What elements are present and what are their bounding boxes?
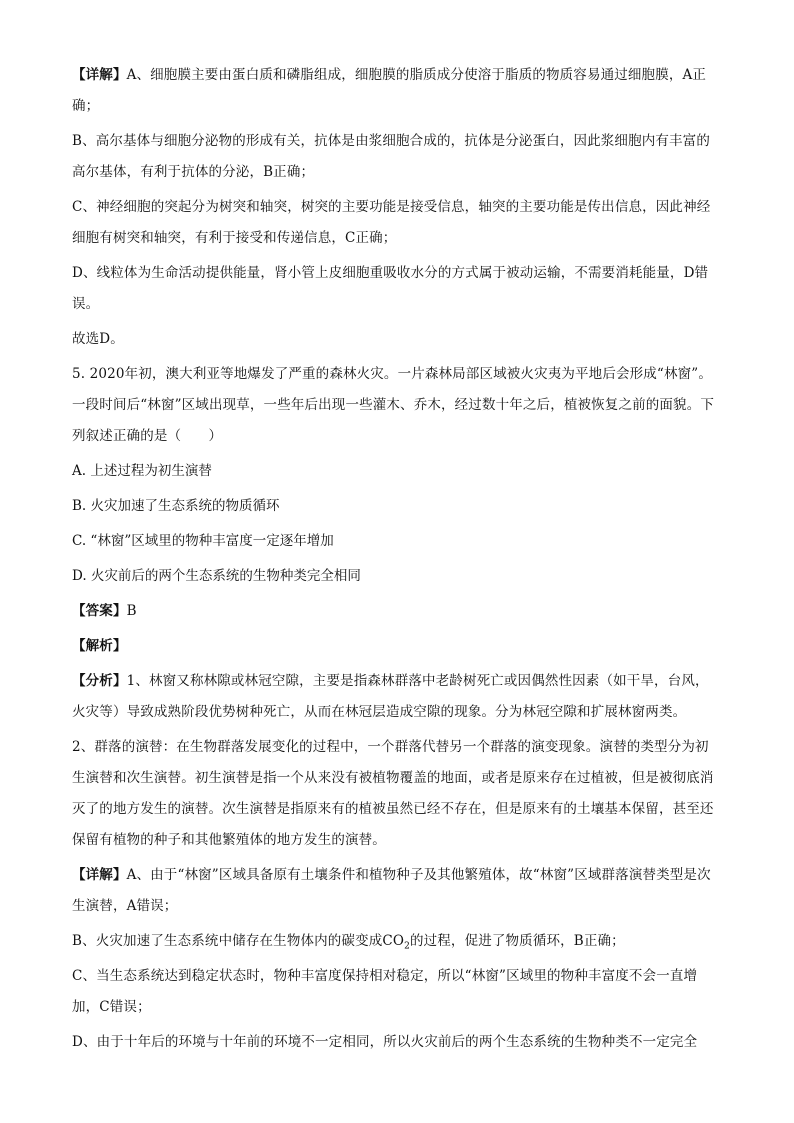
detail1-d: D、线粒体为生命活动提供能量，肾小管上皮细胞重吸收水分的方式属于被动运输，不需要消耗能量，D错误。 xyxy=(72,265,709,312)
fenxi-1-text: 1、林窗又称林隙或林冠空隙，主要是指森林群落中老龄树死亡或因偶然性因素（如干旱，台风，火灾等）导致成熟阶段优势树种死亡，从而在林冠层造成空隙的现象。分为林冠空隙和扩展林窗两类。 xyxy=(72,673,709,720)
detail1-a-text: A、细胞膜主要由蛋白质和磷脂组成，细胞膜的脂质成分使溶于脂质的物质容易通过细胞膜，A正确； xyxy=(72,67,707,114)
detail2-d: D、由于十年后的环境与十年前的环境不一定相同，所以火灾前后的两个生态系统的生物种类不一定完全 xyxy=(72,1034,698,1050)
question5-option-c: C. “林窗”区域里的物种丰富度一定逐年增加 xyxy=(72,533,334,549)
fenxi-label: 【分析】 xyxy=(72,673,127,689)
detail1-b: B、高尔基体与细胞分泌物的形成有关，抗体是由浆细胞合成的，抗体是分泌蛋白，因此浆细胞内有丰富的高尔基体，有利于抗体的分泌，B正确； xyxy=(72,133,710,180)
co2-subscript: 2 xyxy=(404,941,410,952)
fenxi-2: 2、群落的演替：在生物群落发展变化的过程中，一个群落代替另一个群落的演变现象。演替的类型分为初生演替和次生演替。初生演替是指一个从来没有被植物覆盖的地面，或者是原来存在过植被，但是被彻底消灭了的地方发生的演替。次生演替是指原来有的植被虽然已经不存在，但是原来有的土壤基本保留，甚至还保留有植物的种子和其他繁殖体的地方发生的演替。 xyxy=(72,739,714,848)
question5-stem: 5. 2020年初，澳大利亚等地爆发了严重的森林火灾。一片森林局部区域被火灾夷为平地后会形成“林窗”。一段时间后“林窗”区域出现草，一些年后出现一些灌木、乔木，经过数十年之后，植被恢复之前的面貌。下列叙述正确的是（ ） xyxy=(72,366,715,444)
detail1-label: 【详解】 xyxy=(72,67,127,83)
document-content xyxy=(72,60,722,1062)
detail2-c: C、当生态系统达到稳定状态时，物种丰富度保持相对稳定，所以“林窗”区域里的物种丰富度不会一直增加，C错误； xyxy=(72,968,698,1015)
detail2-a-text: A、由于“林窗”区域具备原有土壤条件和植物种子及其他繁殖体，故“林窗”区域群落演替类型是次生演替，A错误； xyxy=(72,867,711,914)
analysis-label: 【解析】 xyxy=(72,638,127,654)
question5-option-d: D. 火灾前后的两个生态系统的生物种类完全相同 xyxy=(72,568,361,584)
detail1-conclusion: 故选D。 xyxy=(72,331,124,347)
fenxi-1 xyxy=(72,666,722,728)
detail2-b-pre: B、火灾加速了生态系统中储存在生物体内的碳变成CO xyxy=(72,933,405,949)
answer-value: B xyxy=(126,603,137,619)
detail2-label: 【详解】 xyxy=(72,867,127,883)
detail2-a xyxy=(72,860,722,922)
question5-answer xyxy=(72,596,722,627)
detail1-c: C、神经细胞的突起分为树突和轴突，树突的主要功能是接受信息，轴突的主要功能是传出信息，因此神经细胞有树突和轴突，有利于接受和传递信息，C正确； xyxy=(72,199,711,246)
detail1-a xyxy=(72,60,722,122)
question5-option-a: A. 上述过程为初生演替 xyxy=(72,463,212,479)
detail2-b xyxy=(72,926,722,957)
question5-option-b: B. 火灾加速了生态系统的物质循环 xyxy=(72,498,280,514)
answer-label: 【答案】 xyxy=(72,603,127,619)
detail2-b-post: 的过程，促进了物质循环，B正确； xyxy=(409,933,625,949)
